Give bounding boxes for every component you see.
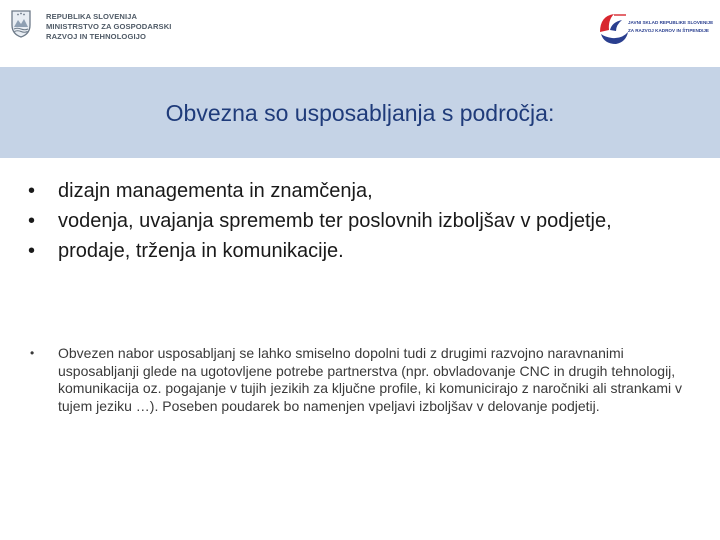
slovenia-coat-of-arms-icon [10,10,32,38]
list-item [28,238,698,265]
slide-title: Obvezna so usposabljanja s področja: [165,100,555,126]
agency-name [628,19,713,35]
secondary-bullet [30,345,690,415]
ministry-name-line: MINISTRSTVO ZA GOSPODARSKI [46,22,172,31]
header-logos [0,0,720,66]
list-item [28,178,698,205]
list-item-text: prodaje, trženja in komunikacije. [58,240,344,262]
agency-name-line: ZA RAZVOJ KADROV IN ŠTIPENDIJE [628,28,709,33]
agency-logo [596,8,720,52]
list-item-text: vodenja, uvajanja sprememb ter poslovnih izboljšav v podjetje, [58,210,612,232]
bullet-dot: • [28,180,36,202]
list-item-text: dizajn managementa in znamčenja, [58,180,373,202]
agency-name-line: JAVNI SKLAD REPUBLIKE SLOVENIJE [628,20,714,25]
ministry-name-line: RAZVOJ IN TEHNOLOGIJO [46,32,146,41]
bullet-dot: • [28,210,36,232]
list-item [28,208,698,235]
agency-swoosh-icon [596,8,630,48]
ministry-logo [10,9,220,49]
ministry-name-line: REPUBLIKA SLOVENIJA [46,12,138,21]
note-text: Obvezen nabor usposabljanj se lahko smiselno dopolni tudi z drugimi razvojno naravnanimi usposabljanji glede na ugotovljene potrebe partnerstva (npr. obvladovanje CNC in drugih tehnologij, komunikacija oz. pogajanje v tujih jezikih za ključne profile, ki komunicirajo z naročniki ali strankami v tujem jeziku …). Poseben poudarek bo namenjen vpeljavi izboljšav v delovanje podjetij. [58,345,683,414]
main-bullet-list [28,178,698,268]
bullet-dot: • [28,240,36,262]
bullet-dot: • [30,346,35,360]
ministry-name [46,12,172,42]
